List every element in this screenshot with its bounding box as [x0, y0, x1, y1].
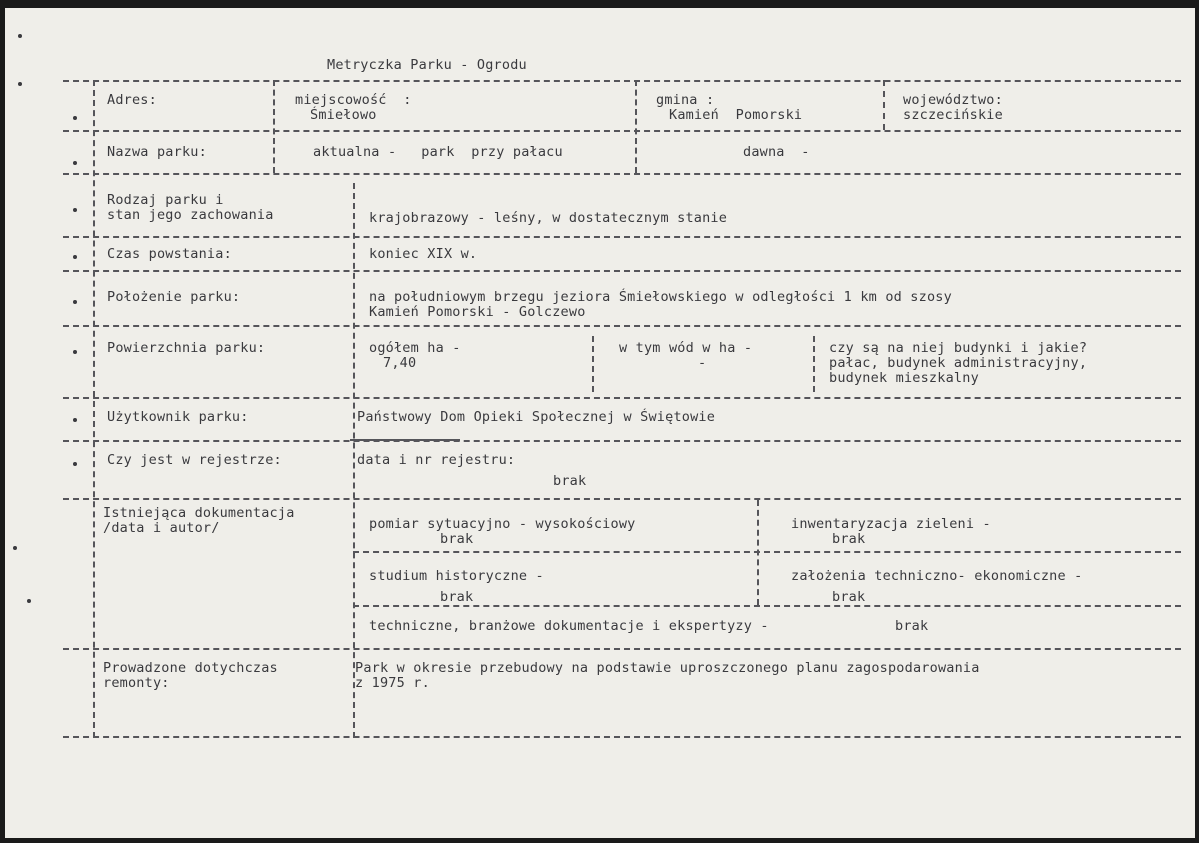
rule	[63, 325, 1181, 327]
voivodeship-label: województwo:	[903, 92, 1003, 108]
rule-solid-segment	[350, 439, 460, 441]
rule	[63, 440, 1181, 442]
column-rule	[273, 80, 275, 173]
buildings-line-2: budynek mieszkalny	[829, 370, 979, 386]
column-rule	[635, 80, 637, 173]
park-type-value: krajobrazowy - leśny, w dostatecznym stanie	[369, 210, 728, 226]
buildings-question: czy są na niej budynki i jakie?	[829, 340, 1088, 356]
renovations-label-2: remonty:	[103, 675, 170, 691]
rule	[63, 173, 1181, 175]
row-bullet	[73, 116, 77, 120]
documentation-label-2: /data i autor/	[103, 520, 220, 536]
commune-value: Kamień Pomorski	[669, 107, 803, 123]
rule	[63, 648, 1181, 650]
document-page	[5, 8, 1195, 838]
tech-econ-value: brak	[832, 589, 866, 605]
margin-dot	[27, 599, 31, 603]
margin-dot	[18, 34, 22, 38]
park-name-current: aktualna - park przy pałacu	[313, 144, 563, 160]
survey-value: brak	[440, 531, 474, 547]
row-bullet	[73, 300, 77, 304]
row-bullet	[73, 208, 77, 212]
tech-econ-label: założenia techniczno- ekonomiczne -	[791, 568, 1083, 584]
row-bullet	[73, 255, 77, 259]
area-water-label: w tym wód w ha -	[619, 340, 753, 356]
area-water-value: -	[698, 355, 707, 371]
locality-label: miejscowość :	[295, 92, 412, 108]
user-value: Państwowy Dom Opieki Społecznej w Świętowie	[357, 409, 716, 425]
inventory-value: brak	[832, 531, 866, 547]
park-name-label: Nazwa parku:	[107, 144, 207, 160]
area-total-value: 7,40	[383, 355, 417, 371]
column-rule-main	[353, 183, 355, 738]
voivodeship-value: szczecińskie	[903, 107, 1003, 123]
locality-value: Śmiełowo	[310, 107, 377, 123]
address-label: Adres:	[107, 92, 157, 108]
register-sub-label: data i nr rejestru:	[357, 452, 516, 468]
history-value: brak	[440, 589, 474, 605]
row-bullet	[73, 462, 77, 466]
location-line-1: na południowym brzegu jeziora Śmiełowskiego w odległości 1 km od szosy	[369, 289, 952, 305]
technical-docs-label: techniczne, branżowe dokumentacje i ekspertyzy -	[369, 618, 769, 634]
creation-time-label: Czas powstania:	[107, 246, 232, 262]
creation-time-value: koniec XIX w.	[369, 246, 478, 262]
rule	[63, 270, 1181, 272]
park-type-label-1: Rodzaj parku i	[107, 192, 224, 208]
buildings-line-1: pałac, budynek administracyjny,	[829, 355, 1088, 371]
rule	[63, 236, 1181, 238]
rule-inner	[353, 605, 1181, 607]
margin-dot	[13, 546, 17, 550]
technical-docs-value: brak	[895, 618, 929, 634]
column-rule	[757, 500, 759, 605]
renovations-label-1: Prowadzone dotychczas	[103, 660, 278, 676]
renovations-line-2: z 1975 r.	[355, 675, 430, 691]
rule	[63, 397, 1181, 399]
row-bullet	[73, 161, 77, 165]
survey-label: pomiar sytuacyjno - wysokościowy	[369, 516, 636, 532]
location-label: Położenie parku:	[107, 289, 241, 305]
rule-bottom	[63, 736, 1181, 738]
area-total-label: ogółem ha -	[369, 340, 461, 356]
inventory-label: inwentaryzacja zieleni -	[791, 516, 991, 532]
rule	[63, 130, 1181, 132]
park-type-label-2: stan jego zachowania	[107, 207, 274, 223]
area-label: Powierzchnia parku:	[107, 340, 266, 356]
column-rule	[883, 80, 885, 130]
renovations-line-1: Park w okresie przebudowy na podstawie uproszczonego planu zagospodarowania	[355, 660, 980, 676]
commune-label: gmina :	[656, 92, 715, 108]
documentation-label-1: Istniejąca dokumentacja	[103, 505, 295, 521]
user-label: Użytkownik parku:	[107, 409, 249, 425]
rule	[63, 498, 1181, 500]
row-bullet	[73, 418, 77, 422]
register-value: brak	[553, 473, 587, 489]
rule-top	[63, 80, 1181, 82]
register-label: Czy jest w rejestrze:	[107, 452, 282, 468]
location-line-2: Kamień Pomorski - Golczewo	[369, 304, 586, 320]
column-rule	[813, 336, 815, 392]
history-label: studium historyczne -	[369, 568, 544, 584]
margin-dot	[18, 82, 22, 86]
form-title: Metryczka Parku - Ogrodu	[327, 57, 527, 73]
column-rule	[592, 336, 594, 392]
rule-inner	[353, 551, 1181, 553]
column-rule-left	[93, 80, 95, 738]
row-bullet	[73, 350, 77, 354]
park-name-former: dawna -	[743, 144, 810, 160]
